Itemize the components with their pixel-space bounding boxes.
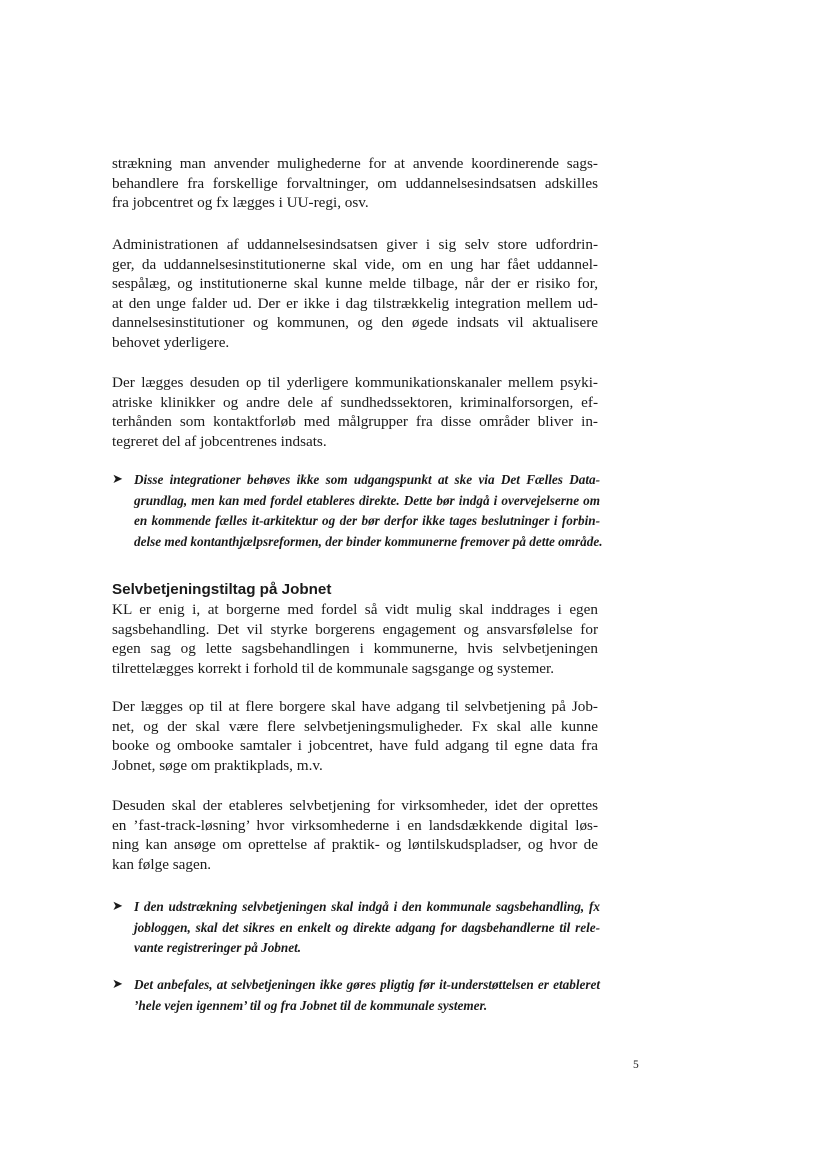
text-line: dannelsesinstitutioner og kommunen, og den øgede indsats vil aktualisere: [112, 314, 598, 332]
text-line: net, og der skal være flere selvbetjeningsmuligheder. Fx skal alle kunne: [112, 717, 598, 735]
bullet-text: [134, 470, 603, 552]
text-line: Disse integrationer behøves ikke som udgangspunkt at ske via Det Fælles Data-: [134, 472, 600, 487]
text-line: behandlere fra forskellige forvaltninger, om uddannelsesindsatsen adskilles: [112, 174, 598, 192]
paragraph-education-administration: [112, 235, 598, 353]
text-line: terhånden som kontaktforløb med målgrupper fra disse områder bliver in-: [112, 413, 598, 431]
text-line: atriske klinikker og andre dele af sundhedssektoren, kriminalforsorgen, ef-: [112, 393, 598, 411]
text-line: kan følge sagen.: [112, 855, 212, 873]
arrow-bullet-icon: ➤: [112, 977, 123, 992]
paragraph-business-self-service: [112, 796, 598, 874]
text-line: Der lægges op til at flere borgere skal have adgang til selvbetjening på Job-: [112, 698, 598, 715]
text-line: Administrationen af uddannelsesindsatsen giver i sig selv store udfordrin-: [112, 236, 598, 253]
text-line: Jobnet, søge om praktikplads, m.v.: [112, 756, 323, 774]
page-number: 5: [633, 1059, 639, 1071]
paragraph-coordinating-caseworkers: [112, 154, 598, 213]
bullet-text: [134, 897, 600, 959]
text-line: ’hele vejen igennem’ til og fra Jobnet til de kommunale systemer.: [134, 997, 488, 1013]
text-line: en ’fast-track-løsning’ hvor virksomhederne i en landsdækkende digital løs-: [112, 816, 598, 834]
bullet-text: [134, 975, 600, 1016]
text-line: strækning man anvender mulighederne for at anvende koordinerende sags-: [112, 155, 598, 172]
text-line: ning kan ansøge om oprettelse af praktik- og løntilskudspladser, og hvor de: [112, 836, 598, 854]
text-line: Det anbefales, at selvbetjeningen ikke gøres pligtig før it-understøttelsen er etableret: [134, 977, 600, 992]
text-line: Der lægges desuden op til yderligere kommunikationskanaler mellem psyki-: [112, 374, 598, 391]
text-line: sagsbehandling. Det vil styrke borgerens engagement og ansvarsfølelse for: [112, 620, 598, 638]
text-line: ger, da uddannelsesinstitutionerne skal vide, om en ung har fået uddannel-: [112, 255, 598, 273]
text-line: jobloggen, skal det sikres en enkelt og direkte adgang for dagsbehandlerne til rele-: [134, 919, 600, 935]
arrow-bullet-icon: ➤: [112, 899, 123, 914]
text-line: tegreret del af jobcentrenes indsats.: [112, 432, 327, 450]
paragraph-citizen-involvement: [112, 600, 598, 678]
text-line: at den unge falder ud. Der er ikke i dag tilstrækkelig integration mellem ud-: [112, 294, 598, 312]
text-line: sespålæg, og institutionerne skal kunne melde tilbage, når der er risiko for,: [112, 275, 598, 293]
text-line: delse med kontanthjælpsreformen, der binder kommunerne fremover på dette område.: [134, 533, 603, 549]
text-line: Desuden skal der etableres selvbetjening for virksomheder, idet der oprettes: [112, 797, 598, 814]
text-line: en kommende fælles it-arkitektur og der bør derfor ikke tages beslutninger i forbin-: [134, 513, 600, 528]
text-line: booke og ombooke samtaler i jobcentret, have fuld adgang til egne data fra: [112, 737, 598, 755]
text-line: grundlag, men kan med fordel etableres direkte. Dette bør indgå i overvejelserne om: [134, 492, 600, 508]
text-line: behovet yderligere.: [112, 333, 230, 351]
text-line: fra jobcentret og fx lægges i UU-regi, osv.: [112, 194, 369, 212]
section-heading: Selvbetjeningstiltag på Jobnet: [112, 581, 332, 598]
text-line: I den udstrækning selvbetjeningen skal indgå i den kommunale sagsbehandling, fx: [134, 899, 600, 914]
text-line: vante registreringer på Jobnet.: [134, 940, 302, 955]
text-line: tilrettelægges korrekt i forhold til de kommunale sagsgange og systemer.: [112, 659, 555, 677]
arrow-bullet-icon: ➤: [112, 472, 123, 487]
paragraph-communication-channels: [112, 373, 598, 451]
text-line: egen sag og lette sagsbehandlingen i kommunerne, hvis selvbetjeningen: [112, 640, 598, 658]
paragraph-jobnet-self-service: [112, 697, 598, 775]
text-line: KL er enig i, at borgerne med fordel så vidt mulig skal inddrages i egen: [112, 601, 598, 618]
